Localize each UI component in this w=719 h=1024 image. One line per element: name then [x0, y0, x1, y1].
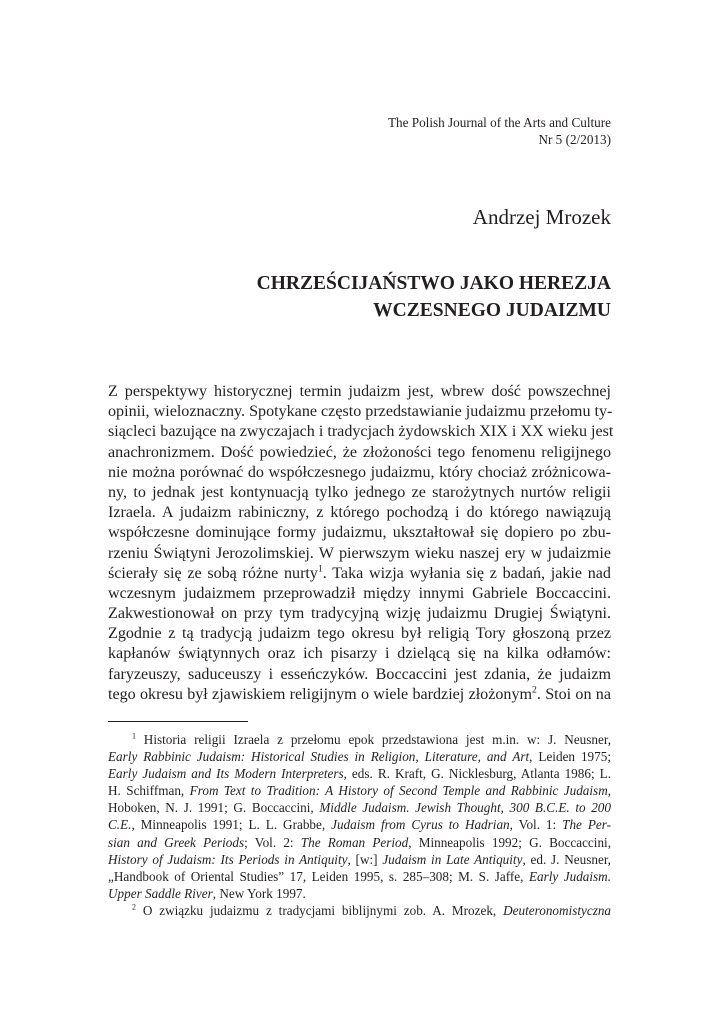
- footnote-1-line: [108, 765, 611, 782]
- body-text-segment: . Taka wizja wyłania się z badań, jakie nad: [322, 564, 611, 582]
- footnote-text: , New York 1997.: [212, 885, 306, 901]
- body-line: opinii, wieloznaczny. Spotykane często przedstawianie judaizmu przełomu ty-: [108, 403, 613, 421]
- footnote-title: Early Rabbinic Judaism: Historical Studies in Religion, Literature, and Art: [108, 749, 530, 765]
- footnote-1-line: [108, 799, 611, 816]
- footnote-title: Early Judaism and Its Modern Interpreters: [108, 766, 344, 782]
- footnote-1-mark: 1: [132, 731, 136, 741]
- footnote-2-mark: 2: [132, 902, 136, 912]
- footnote-1-line: [108, 885, 611, 902]
- footnote-title: From Text to Tradition: A History of Second Temple and Rabbinic Judaism: [189, 783, 608, 799]
- footnote-text: ; Vol. 2:: [244, 834, 301, 850]
- journal-name: The Polish Journal of the Arts and Culture: [387, 115, 611, 130]
- footnote-title: C.E.: [108, 817, 132, 833]
- body-line: Zakwestionował on przy tym tradycyjną wizję judaizmu Drugiej Świątyni.: [108, 605, 611, 623]
- body-line: nie można porównać do współczesnego judaizmu, który chociaż zróżnicowa-: [108, 463, 611, 481]
- footnote-1-line: [108, 834, 611, 851]
- article-body: [108, 382, 614, 705]
- footnote-text: , eds. R. Kraft, G. Nicklesburg, Atlanta 1986; L.: [343, 766, 612, 782]
- footnote-text: , Minneapolis 1992; G. Boccaccini,: [408, 834, 611, 850]
- body-line: rzeniu Świątyni Jerozolimskiej. W pierwszym wieku naszej ery w judaizmie: [108, 544, 611, 562]
- footnote-1-line: [108, 731, 611, 748]
- body-text-segment: . Stoi on na: [536, 685, 611, 703]
- footnote-title: sian and Greek Periods: [108, 834, 245, 850]
- body-line: Zgodnie z tą tradycją judaizm tego okresu był religią Tory głoszoną przez: [108, 625, 611, 643]
- footnote-1-line: [108, 816, 611, 833]
- footnote-1-line: [108, 748, 611, 765]
- footnote-title: History of Judaism: Its Periods in Antiquity: [108, 851, 348, 867]
- footnote-title: Middle Judaism. Jewish Thought, 300 B.C.E. to 200: [319, 800, 611, 816]
- footnote-title: Judaism in Late Antiquity: [382, 851, 523, 867]
- footnote-text: , Leiden 1975;: [529, 749, 611, 765]
- footnote-text: Historia religii Izraela z przełomu epok przedstawiona jest m.in. w: J. Neusner,: [143, 732, 612, 747]
- footnote-text: O związku judaizmu z tradycjami biblijnymi zob. A. Mrozek,: [142, 902, 504, 918]
- article-author: Andrzej Mrozek: [472, 205, 611, 229]
- body-line: [108, 685, 611, 705]
- footnote-text: , Vol. 1:: [509, 817, 563, 833]
- footnote-title: Judaism from Cyrus to Hadrian: [331, 817, 510, 833]
- body-line: faryzeuszy, saduceuszy i esseńczyków. Boccaccini jest zdania, że judaizm: [108, 665, 611, 683]
- footnote-text: , ed. J. Neusner,: [522, 851, 611, 867]
- footnote-text: Hoboken, N. J. 1991; G. Boccaccini,: [108, 800, 320, 816]
- body-text-segment: ścierały się ze sobą różne nurty: [108, 564, 318, 582]
- footnote-ref-1[interactable]: 1: [317, 563, 323, 575]
- footnote-2-line: [108, 902, 611, 919]
- body-line: Z perspektywy historycznej termin judaizm jest, wbrew dość powszechnej: [108, 383, 611, 400]
- footnote-text: H. Schiffman,: [108, 783, 190, 799]
- article-title-line-1: CHRZEŚCIJAŃSTWO JAKO HEREZJA: [256, 273, 611, 294]
- footnotes: [108, 731, 611, 919]
- journal-issue: Nr 5 (2/2013): [538, 132, 611, 147]
- body-line: wczesnym judaizmem przeprowadził między innymi Gabriele Boccaccini.: [108, 584, 611, 602]
- body-line: współczesne dominujące formy judaizmu, ukształtował się dopiero po zbu-: [108, 524, 611, 542]
- article-title-line-2: WCZESNEGO JUDAIZMU: [373, 300, 611, 321]
- footnote-title: Early Judaism.: [528, 868, 611, 884]
- footnote-1-line: [108, 782, 611, 799]
- body-line: ny, to jednak jest kontynuacją tylko jednego ze starożytnych nurtów religii: [108, 483, 611, 501]
- body-line: anachronizmem. Dość powiedzieć, że złożoności tego fenomenu religijnego: [108, 443, 611, 461]
- footnote-1-line: [108, 851, 611, 868]
- article-title: [257, 270, 611, 324]
- body-line: siącleci bazujące na zwyczajach i tradycjach żydowskich XIX i XX wieku jest: [108, 423, 614, 441]
- footnote-text: ,: [607, 783, 612, 799]
- footnote-text: , Minneapolis 1991; L. L. Grabbe,: [131, 817, 332, 833]
- footnote-separator: [108, 721, 248, 722]
- journal-header: [388, 114, 611, 148]
- footnote-text: , [w:]: [347, 851, 383, 867]
- footnote-title: The Roman Period: [300, 834, 409, 850]
- footnote-1-line: [108, 868, 611, 885]
- body-line: kapłanów świątynnych oraz ich pisarzy i dzielącą się na kilka odłamów:: [108, 645, 611, 663]
- footnote-title: Deuteronomistyczna: [503, 902, 612, 918]
- body-text-segment: tego okresu był zjawiskiem religijnym o wiele bardziej złożonym: [108, 685, 533, 703]
- body-line: [108, 564, 611, 584]
- footnote-text: „Handbook of Oriental Studies” 17, Leiden 1995, s. 285–308; M. S. Jaffe,: [108, 868, 529, 884]
- footnote-ref-2[interactable]: 2: [532, 684, 537, 696]
- body-line: Izraela. A judaizm rabiniczny, z którego pochodzą i do którego nawiązują: [108, 504, 611, 522]
- footnote-title: The Per-: [562, 817, 612, 833]
- footnote-title: Upper Saddle River: [108, 885, 213, 901]
